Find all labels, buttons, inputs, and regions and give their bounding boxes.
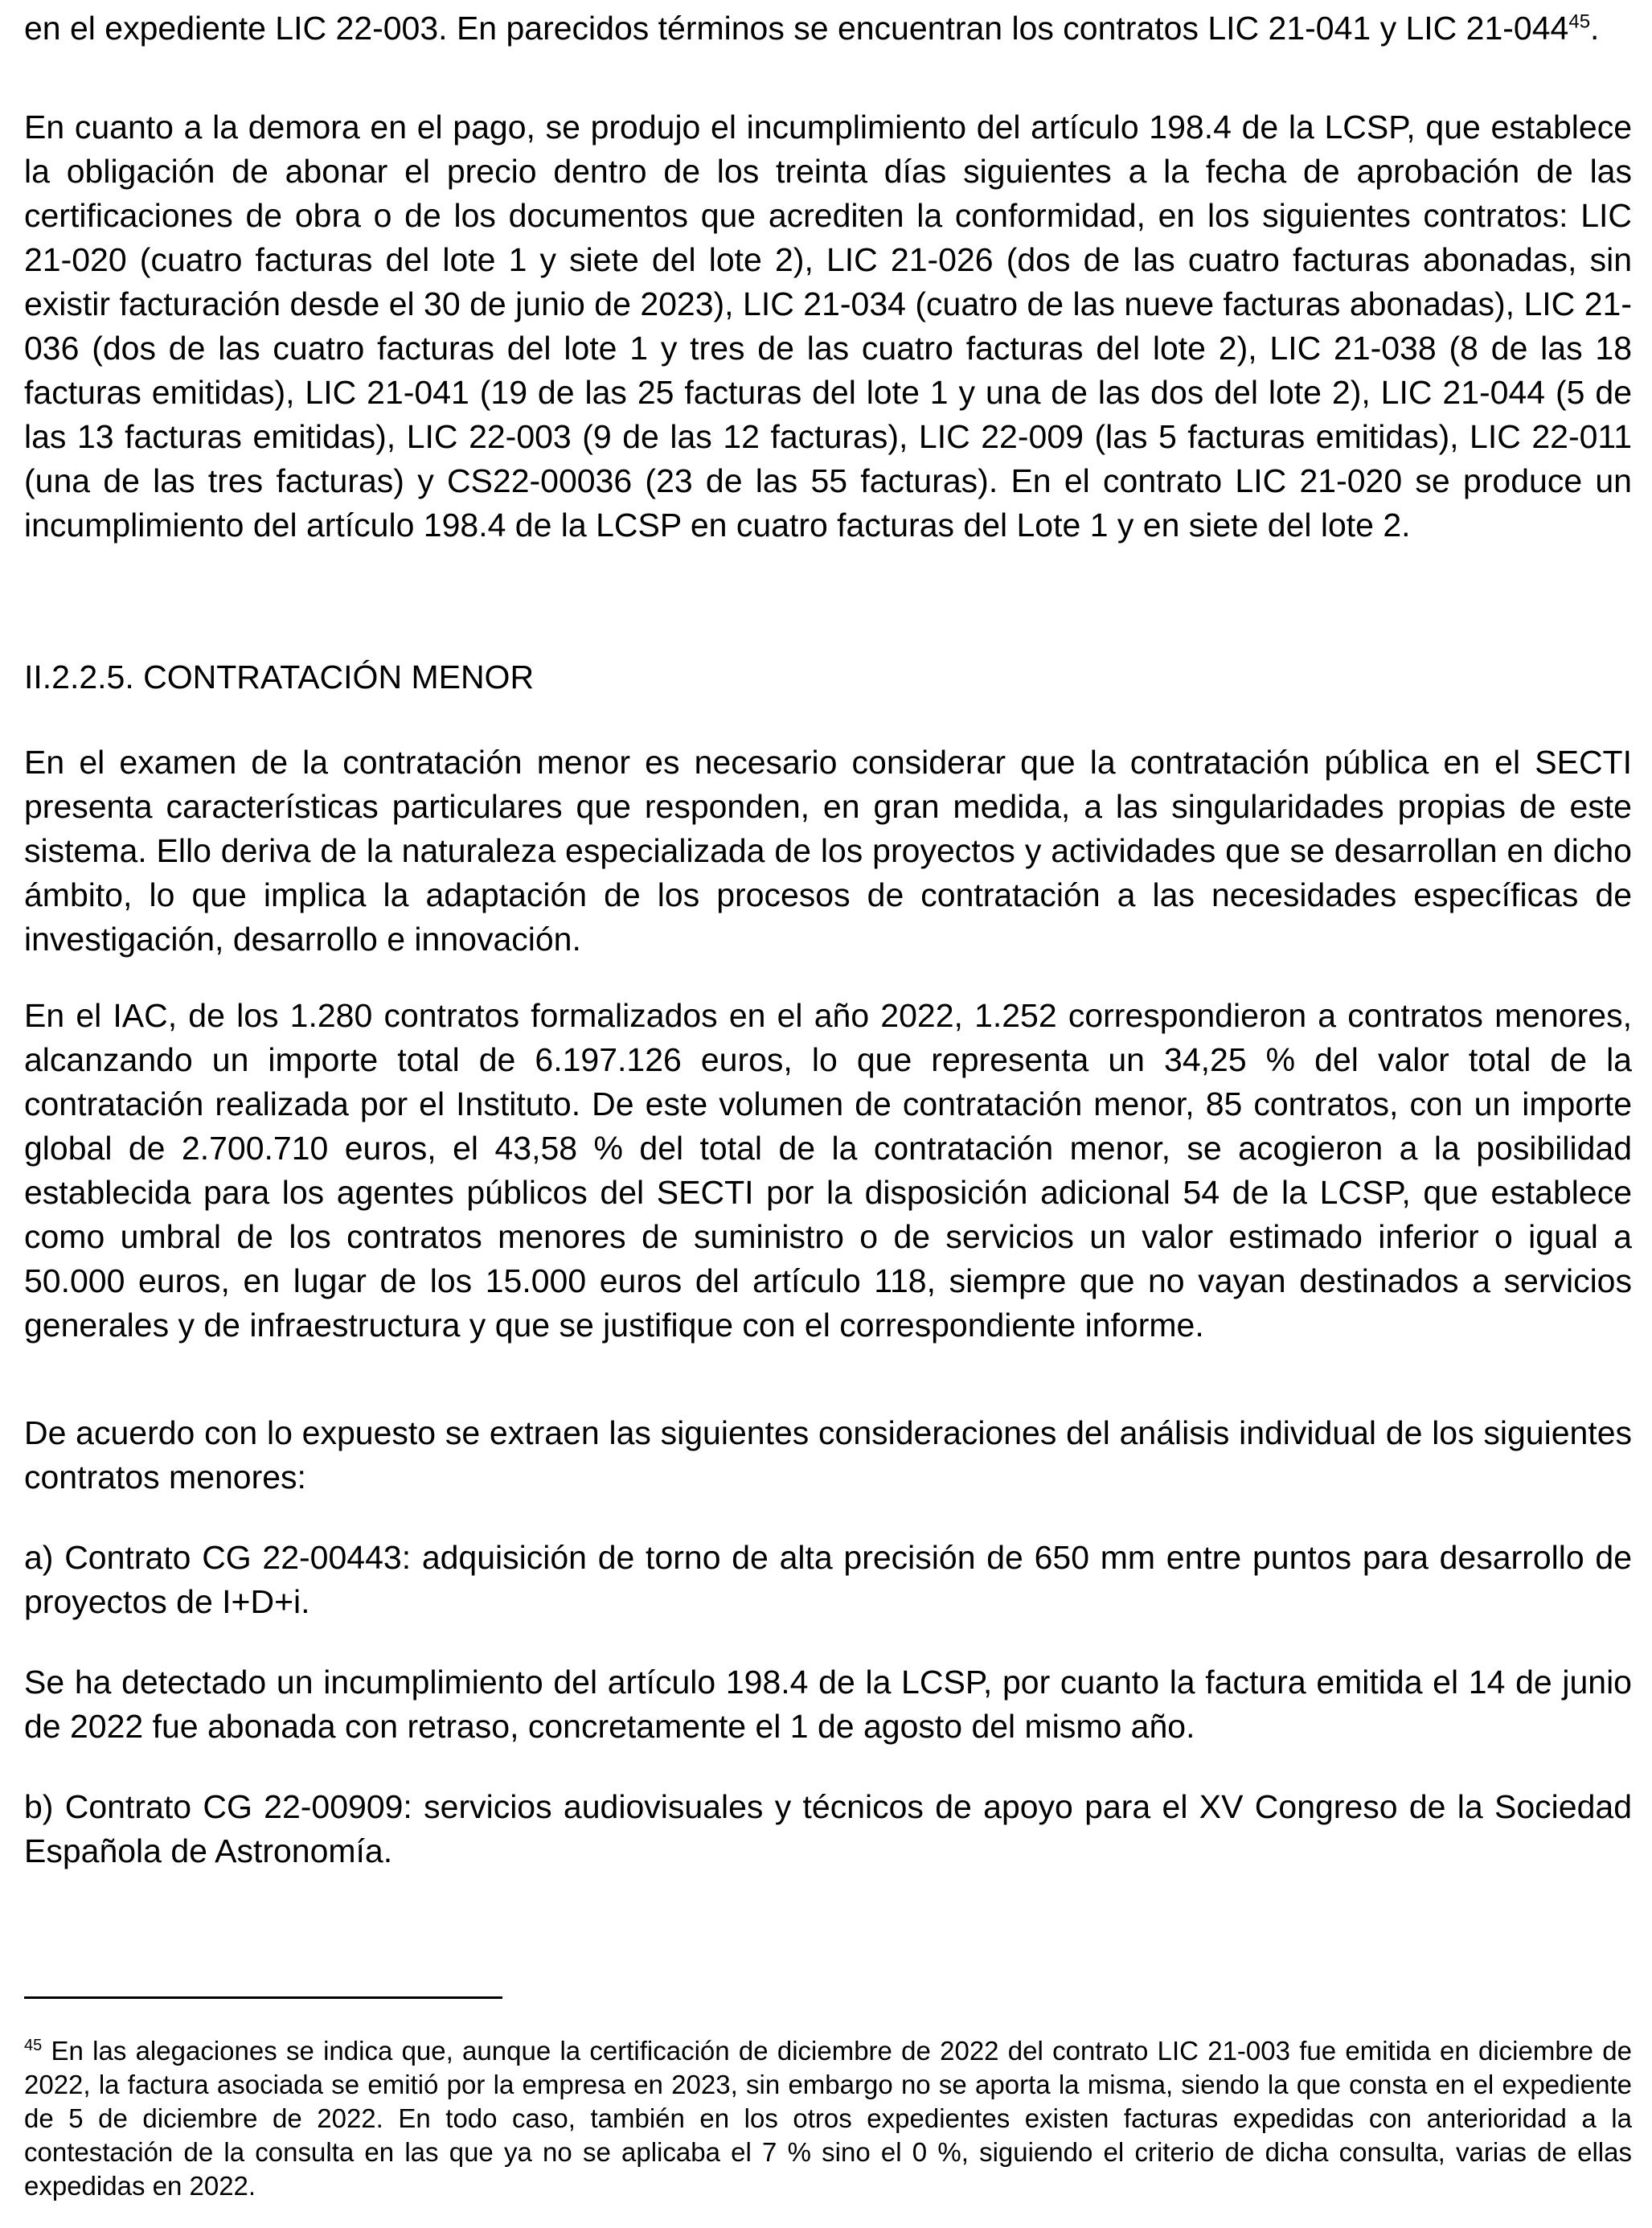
footnote-text: En las alegaciones se indica que, aunque la certificación de diciembre de 2022 del contrato LIC 21-003 fue emitida en diciembre de 2022, la factura asociada se emitió por la empresa en 2023, sin embargo no se aporta la misma, siendo la que consta en el expediente de 5 de diciembre de 2022. En todo caso, también en los otros expedientes existen facturas expedidas con anterioridad a la contestación de la consulta en las que ya no se aplicaba el 7 % sino el 0 %, siguiendo el criterio de dicha consulta, varias de ellas expedidas en 2022. <box>24 2036 1632 2201</box>
paragraph-minor-contracting: En el examen de la contratación menor es necesario considerar que la contratación pública en el SECTI presenta características particulares que responden, en gran medida, a las singularidades propias de este sistema. Ello deriva de la naturaleza especializada de los proyectos y actividades que se desarrollan en dicho ámbito, lo que implica la adaptación de los procesos de contratación a las necesidades específicas de investigación, desarrollo e innovación. <box>24 744 1632 958</box>
paragraph-contract-a-finding: Se ha detectado un incumplimiento del artículo 198.4 de la LCSP, por cuanto la factura emitida el 14 de junio de 2022 fue abonada con retraso, concretamente el 1 de agosto del mismo año. <box>24 1664 1632 1745</box>
paragraph-iac-contracts: En el IAC, de los 1.280 contratos formalizados en el año 2022, 1.252 correspondieron a contratos menores, alcanzando un importe total de 6.197.126 euros, lo que representa un 34,25 % del valor total de la contratación realizada por el Instituto. De este volumen de contratación menor, 85 contratos, con un importe global de 2.700.710 euros, el 43,58 % del total de la contratación menor, se acogieron a la posibilidad establecida para los agentes públicos del SECTI por la disposición adicional 54 de la LCSP, que establece como umbral de los contratos menores de suministro o de servicios un valor estimado inferior o igual a 50.000 euros, en lugar de los 15.000 euros del artículo 118, siempre que no vayan destinados a servicios generales y de infraestructura y que se justifique con el correspondiente informe. <box>24 997 1632 1344</box>
paragraph-contract-b: b) Contrato CG 22-00909: servicios audiovisuales y técnicos de apoyo para el XV Congreso de la Sociedad Española de Astronomía. <box>24 1788 1632 1869</box>
footnote-reference[interactable]: 45 <box>1568 10 1591 33</box>
footnote <box>24 2034 1632 2203</box>
paragraph-end: . <box>1590 10 1600 47</box>
paragraph-contract-a: a) Contrato CG 22-00443: adquisición de torno de alta precisión de 650 mm entre puntos para desarrollo de proyectos de I+D+i. <box>24 1539 1632 1620</box>
footnote-separator <box>24 1996 502 1999</box>
paragraph-payment-delay: En cuanto a la demora en el pago, se produjo el incumplimiento del artículo 198.4 de la LCSP, que establece la obligación de abonar el precio dentro de los treinta días siguientes a la fecha de aprobación de las certificaciones de obra o de los documentos que acrediten la conformidad, en los siguientes contratos: LIC 21-020 (cuatro facturas del lote 1 y siete del lote 2), LIC 21-026 (dos de las cuatro facturas abonadas, sin existir facturación desde el 30 de junio de 2023), LIC 21-034 (cuatro de las nueve facturas abonadas), LIC 21-036 (dos de las cuatro facturas del lote 1 y tres de las cuatro facturas del lote 2), LIC 21-038 (8 de las 18 facturas emitidas), LIC 21-041 (19 de las 25 facturas del lote 1 y una de las dos del lote 2), LIC 21-044 (5 de las 13 facturas emitidas), LIC 22-003 (9 de las 12 facturas), LIC 22-009 (las 5 facturas emitidas), LIC 22-011 (una de las tres facturas) y CS22-00036 (23 de las 55 facturas). En el contrato LIC 21-020 se produce un incumplimiento del artículo 198.4 de la LCSP en cuatro facturas del Lote 1 y en siete del lote 2. <box>24 109 1632 544</box>
paragraph-text: en el expediente LIC 22-003. En parecidos términos se encuentran los contratos LIC 21-041 y LIC 21-044 <box>24 10 1569 47</box>
footnote-number: 45 <box>24 2037 43 2054</box>
section-heading: II.2.2.5. CONTRATACIÓN MENOR <box>24 659 535 695</box>
paragraph-considerations: De acuerdo con lo expuesto se extraen las siguientes consideraciones del análisis individual de los siguientes contratos menores: <box>24 1414 1632 1496</box>
paragraph-continuation <box>24 6 1632 51</box>
